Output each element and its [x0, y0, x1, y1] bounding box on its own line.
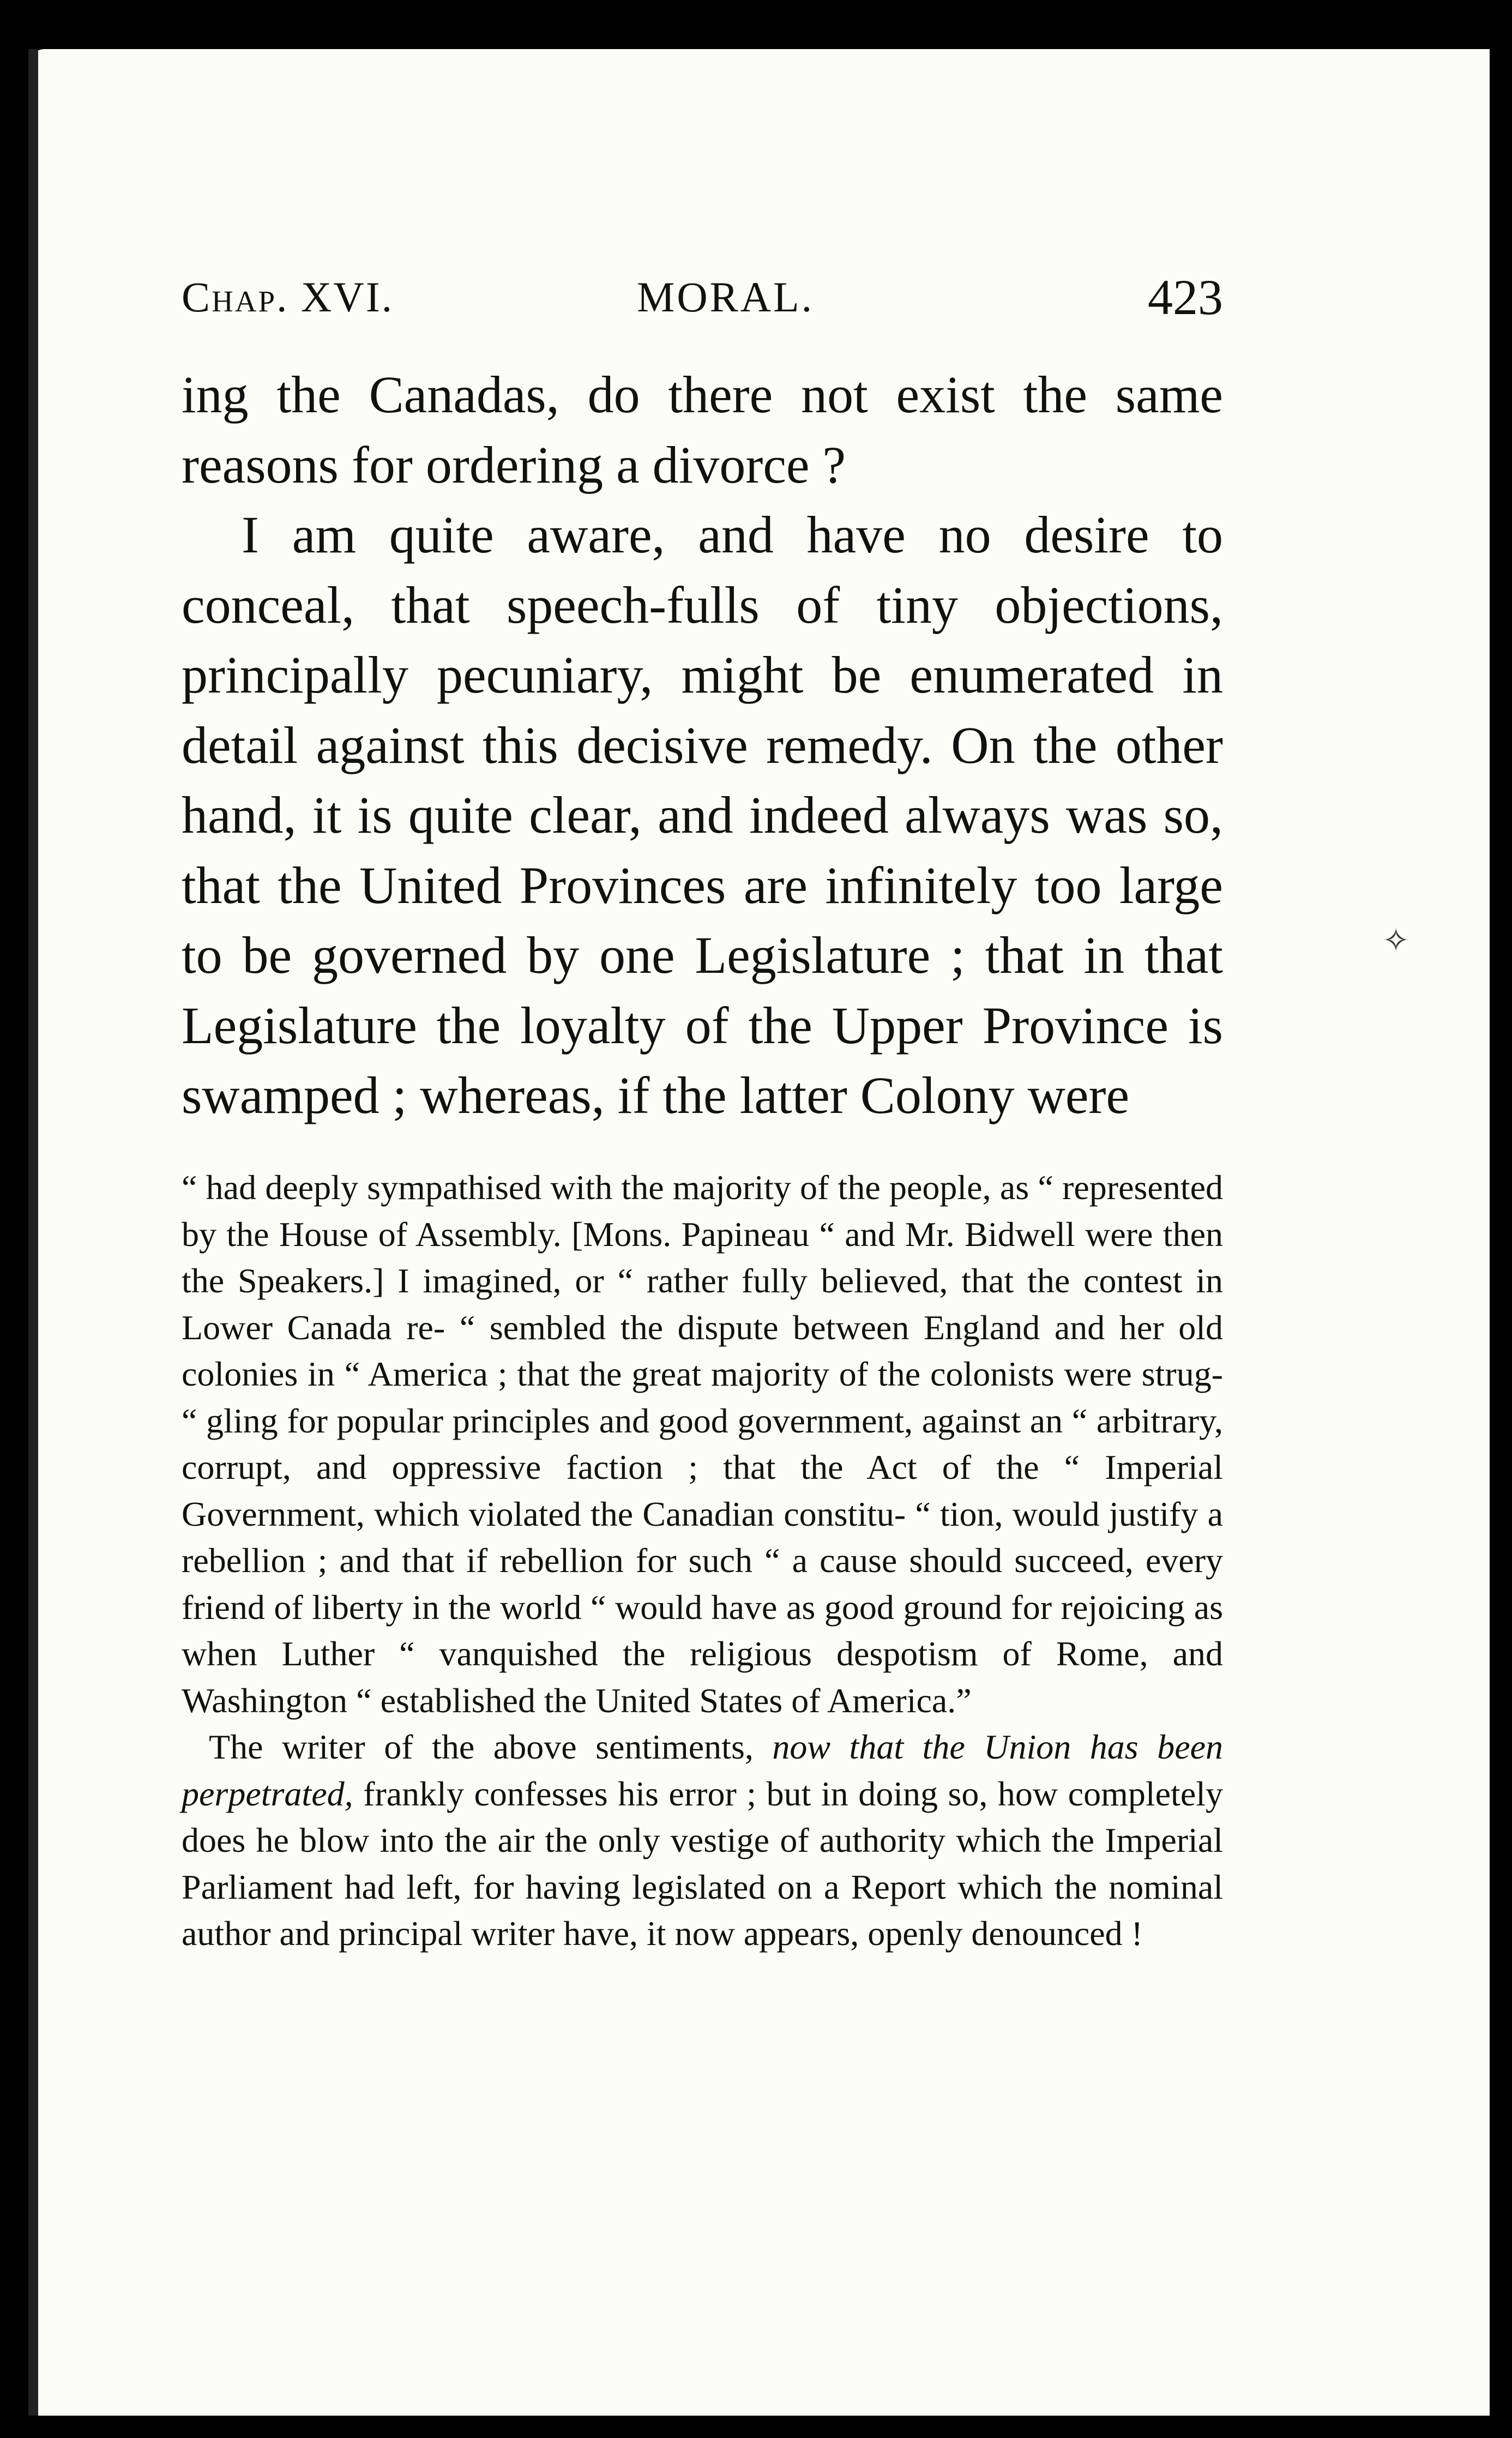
chapter-label: Chap. XVI.: [182, 273, 394, 321]
paragraph: I am quite aware, and have no desire to conceal, that speech-fulls of tiny objections, principally pecuniary, might be enumerated in detail against this decisive remedy. On the other hand, it is quite clear, and indeed always was so, that the United Provinces are infinitely too large to be governed by one Legislature ; that in that Legislature the loyalty of the Upper Province is swamped ; whereas, if the latter Colony were: [182, 505, 1223, 1124]
main-text: [182, 360, 1223, 1131]
footnote-commentary: [182, 1724, 1223, 1957]
page-binding-edge: [28, 49, 38, 2416]
footnote-quotation: “ had deeply sympathised with the majority of the people, as “ represented by the House of Assembly. [Mons. Papineau “ and Mr. Bidwell were then the Speakers.] I imagined, or “ rather fully believed, that the contest in Lower Canada re- “ sembled the dispute between England and her old colonies in “ America ; that the great majority of the colonists were strug- “ gling for popular principles and good government, against an “ arbitrary, corrupt, and oppressive faction ; that the Act of the “ Imperial Government, which violated the Canadian constitu- “ tion, would justify a rebellion ; and that if rebellion for such “ a cause should succeed, every friend of liberty in the world “ would have as good ground for rejoicing as when Luther “ vanquished the religious despotism of Rome, and Washington “ established the United States of America.”: [182, 1168, 1223, 1720]
commentary-end: frankly confesses his error ; but in doing so, how completely does he blow into the air the only vestige of authority which the Imperial Parliament had left, for having legislated on a Report which the nominal author and principal writer have, it now appears, openly denounced !: [182, 1774, 1224, 1953]
running-header: [182, 264, 1223, 330]
footnote-block: [182, 1164, 1223, 1957]
commentary-italic: now that the Union has been perpetrated,: [182, 1727, 1224, 1813]
chapter-title: MORAL.: [637, 273, 815, 321]
margin-speck: ✧: [1382, 923, 1410, 959]
paragraph-continuation: ing the Canadas, do there not exist the same reasons for ordering a divorce ?: [182, 365, 1223, 494]
commentary-start: The writer of the above sentiments,: [209, 1727, 754, 1766]
page-number: 423: [1148, 269, 1223, 325]
